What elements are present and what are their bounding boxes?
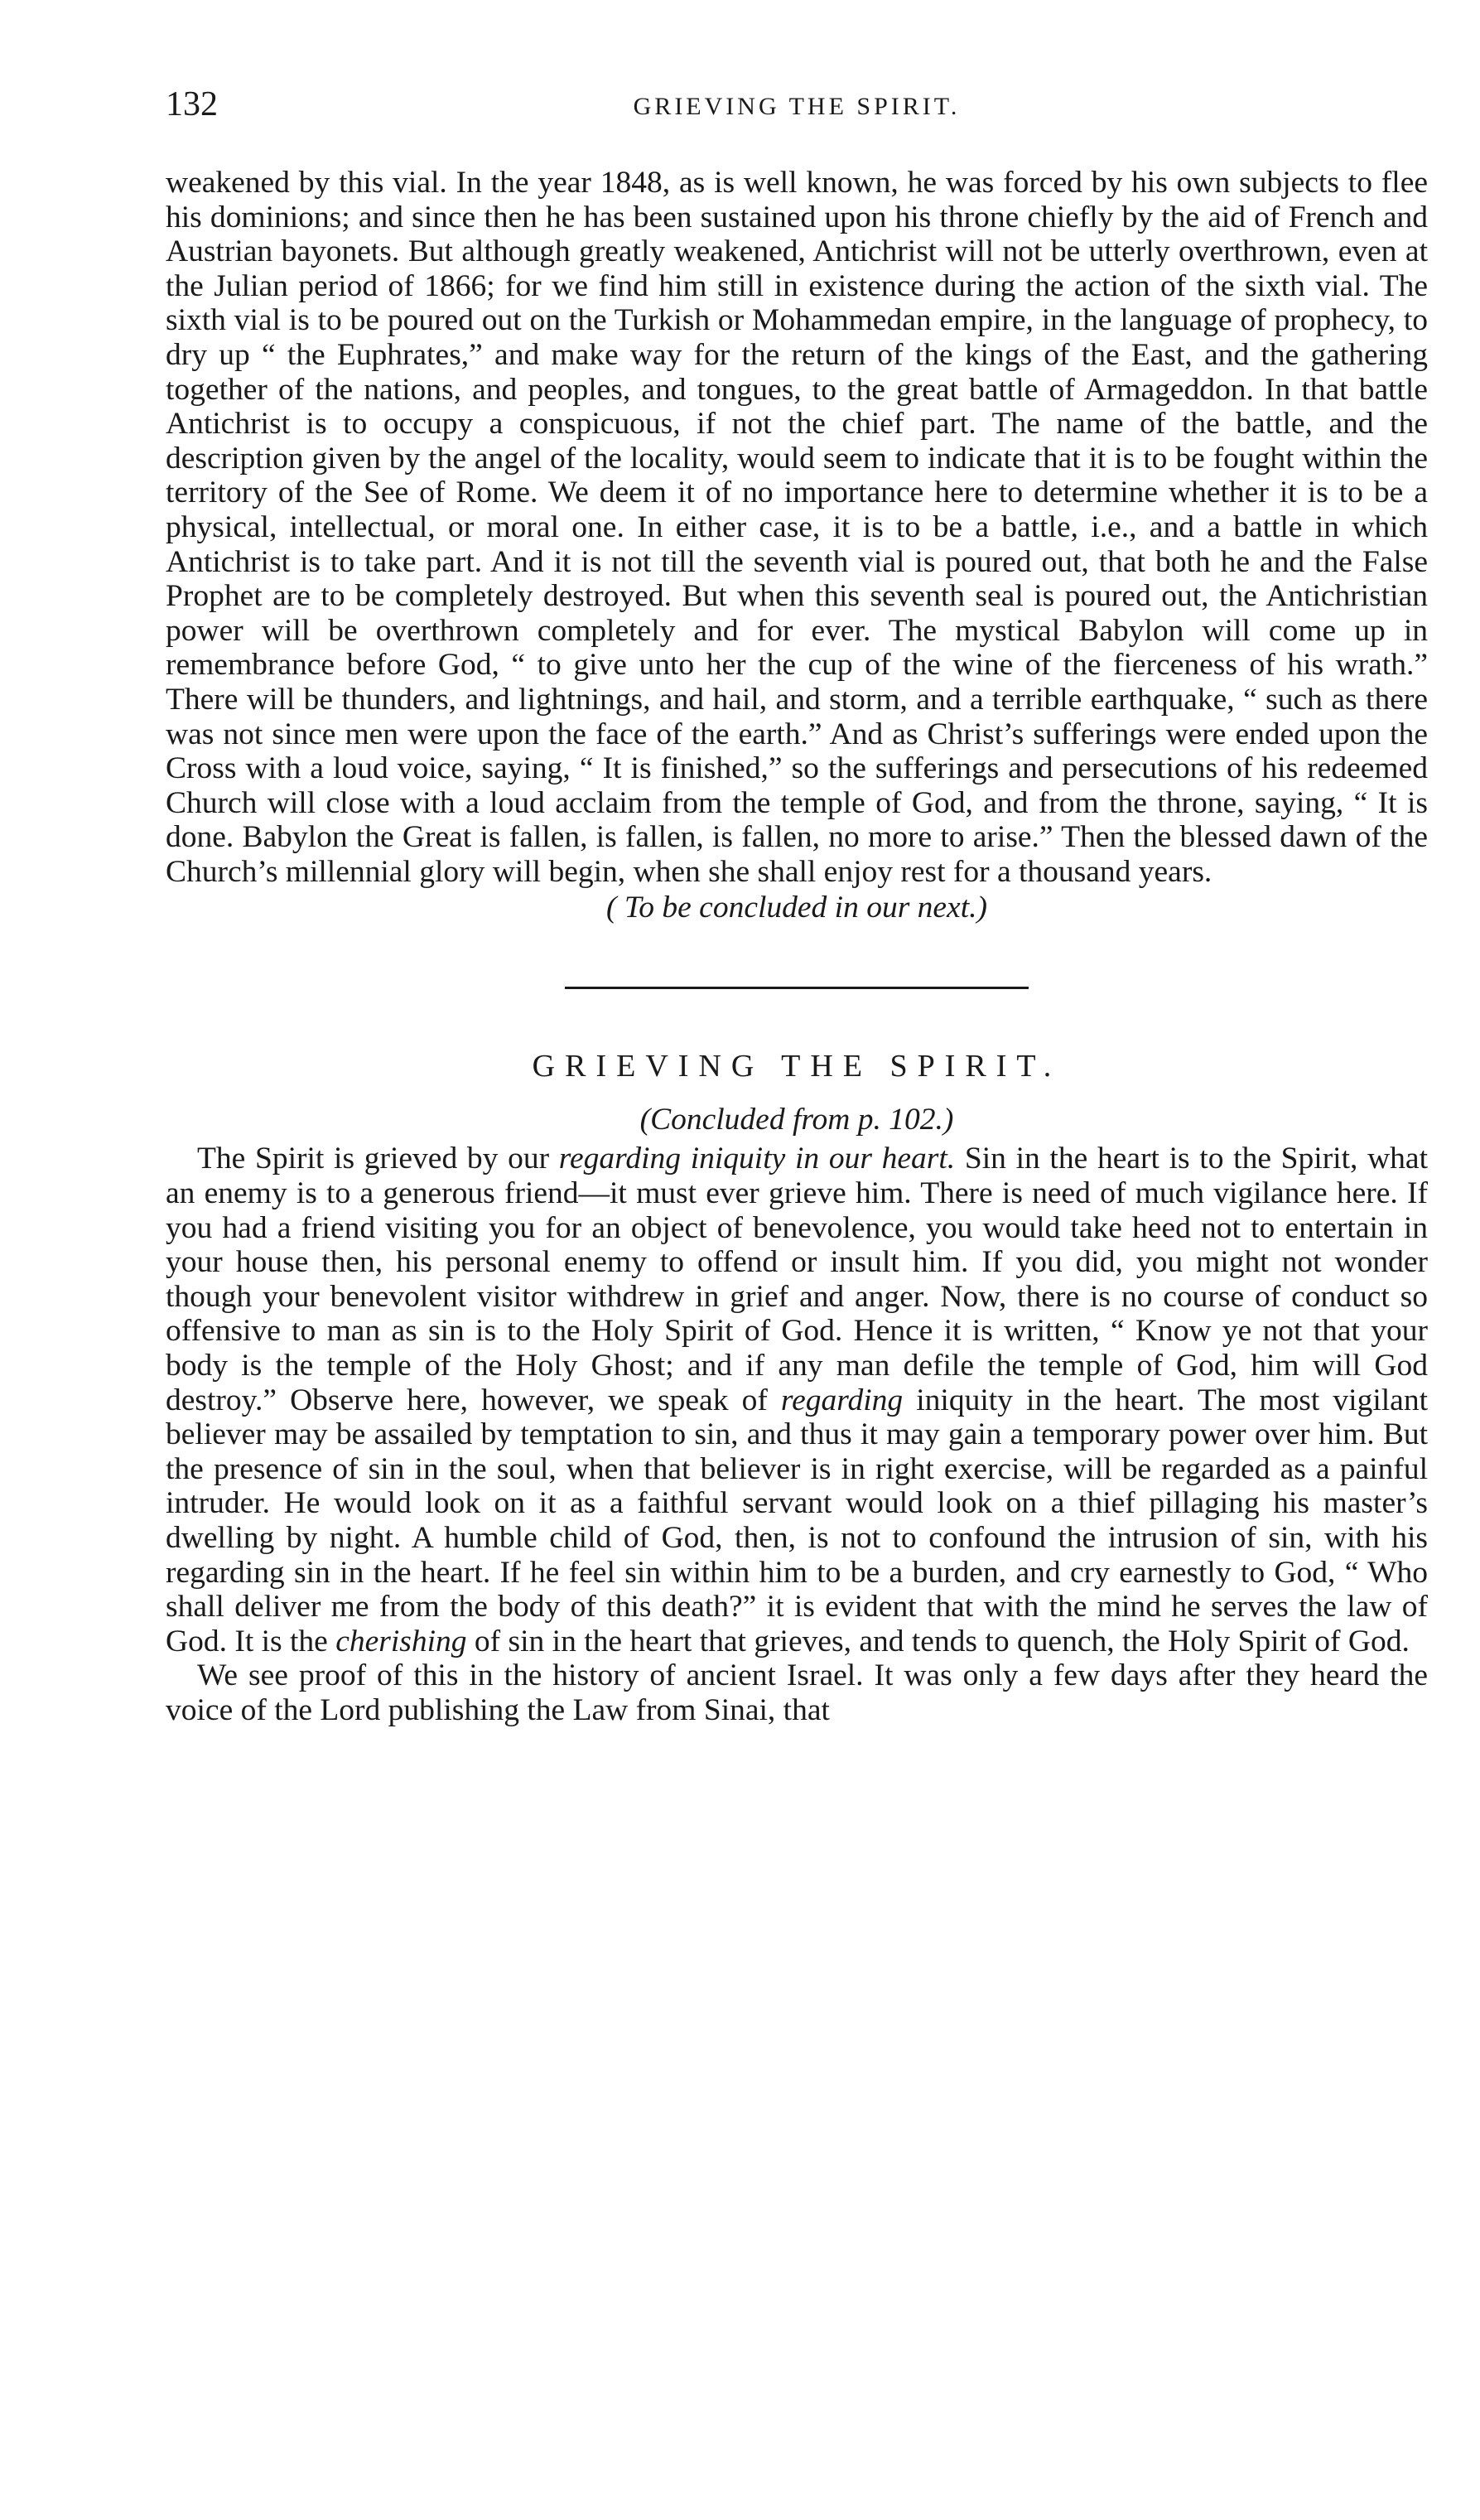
paragraph-text: The Spirit is grieved by our: [197, 1142, 559, 1176]
paragraph-emphasis: regarding: [780, 1383, 904, 1417]
paragraph-text: Sin in the heart is to the Spirit, what an enemy is to a generous friend—it must ever grieve him. There is need of much vigilance here. If you had a friend visiting you for an object of benevolence, you would take heed not to entertain in your house then, his personal enemy to offend or insult him. If you did, you might not wonder though your benevolent visitor withdrew in grief and anger. Now, there is no course of conduct so offensive to man as sin is to the Holy Spirit of God. Hence it is written, “ Know ye not that your body is the temple of the Holy Ghost; and if any man defile the temple of God, him will God destroy.” Observe here, however, we speak of: [166, 1142, 1428, 1417]
running-title: GRIEVING THE SPIRIT.: [633, 93, 961, 120]
running-head: [166, 80, 1428, 129]
paragraph-emphasis: regarding iniquity in our heart.: [558, 1142, 956, 1176]
body-paragraph: We see proof of this in the history of ancient Israel. It was only a few days after they heard the voice of the Lord publishing the Law from Sinai, that: [166, 1658, 1428, 1727]
paragraph-text: of sin in the heart that grieves, and tends to quench, the Holy Spirit of God.: [466, 1624, 1410, 1658]
book-page: [166, 80, 1428, 1728]
body-paragraph: [166, 1142, 1428, 1658]
continuation-note-text: ( To be concluded in our next.): [606, 891, 987, 925]
body-paragraph-continued: weakened by this vial. In the year 1848, as is well known, he was forced by his own subjects to flee his dominions; and since then he has been sustained upon his throne chiefly by the aid of French and Austrian bayonets. But although greatly weakened, Antichrist will not be utterly overthrown, even at the Julian period of 1866; for we find him still in existence during the action of the sixth vial. The sixth vial is to be poured out on the Turkish or Mohammedan empire, in the language of prophecy, to dry up “ the Euphrates,” and make way for the return of the kings of the East, and the gathering together of the nations, and peoples, and tongues, to the great battle of Armageddon. In that battle Antichrist is to occupy a conspicuous, if not the chief part. The name of the battle, and the description given by the angel of the locality, would seem to indicate that it is to be fought within the territory of the See of Rome. We deem it of no importance here to determine whether it is to be a physical, intellectual, or moral one. In either case, it is to be a battle, i.e., and a battle in which Antichrist is to take part. And it is not till the seventh vial is poured out, that both he and the False Prophet are to be completely destroyed. But when this seventh seal is poured out, the Antichristian power will be overthrown completely and for ever. The mystical Babylon will come up in remembrance before God, “ to give unto her the cup of the wine of the fierceness of his wrath.” There will be thunders, and lightnings, and hail, and storm, and a terrible earthquake, “ such as there was not since men were upon the face of the earth.” And as Christ’s sufferings were ended upon the Cross with a loud voice, saying, “ It is finished,” so the sufferings and persecutions of his redeemed Church will close with a loud acclaim from the temple of God, and from the throne, saying, “ It is done. Babylon the Great is fallen, is fallen, is fallen, no more to arise.” Then the blessed dawn of the Church’s millennial glory will begin, when she shall enjoy rest for a thousand years.: [166, 166, 1428, 889]
article-title: GRIEVING THE SPIRIT.: [532, 1049, 1062, 1084]
continuation-note: [166, 891, 1428, 925]
page-number: 132: [166, 85, 218, 123]
concluded-from-note: [166, 1102, 1428, 1138]
paragraph-emphasis: cherishing: [335, 1624, 467, 1658]
section-divider: [565, 987, 1029, 989]
paragraph-text: iniquity in the heart. The most vigilant believer may be assailed by temptation to sin, and thus it may gain a temporary power over him. But the presence of sin in the soul, when that believer is in right exercise, will be regarded as a painful intruder. He would look on it as a faithful servant would look on a thief pillaging his master’s dwelling by night. A humble child of God, then, is not to confound the intrusion of sin, with his regarding sin in the heart. If he feel sin within him to be a burden, and cry earnestly to God, “ Who shall deliver me from the body of this death?” it is evident that with the mind he serves the law of God. It is the: [166, 1383, 1428, 1658]
concluded-from-text: (Concluded from p. 102.): [639, 1103, 954, 1137]
